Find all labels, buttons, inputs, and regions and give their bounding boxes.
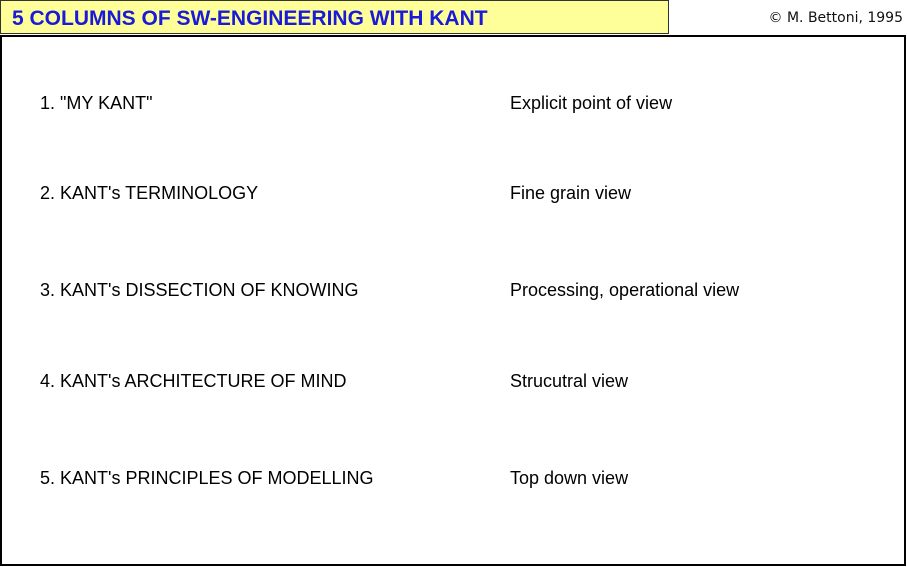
- item-view: Explicit point of view: [510, 93, 673, 113]
- item-view: Processing, operational view: [510, 280, 740, 300]
- item-view: Top down view: [510, 468, 629, 488]
- copyright-notice: © M. Bettoni, 1995: [768, 10, 903, 26]
- item-label: 3. KANT's DISSECTION OF KNOWING: [40, 280, 359, 300]
- item-view: Strucutral view: [510, 371, 629, 391]
- content-frame: [0, 35, 906, 566]
- item-label: 4. KANT's ARCHITECTURE OF MIND: [40, 371, 347, 391]
- item-view: Fine grain view: [510, 183, 632, 203]
- title-banner: [0, 0, 669, 34]
- page-title: 5 COLUMNS OF SW-ENGINEERING WITH KANT: [12, 7, 488, 30]
- item-label: 2. KANT's TERMINOLOGY: [40, 183, 259, 203]
- item-label: 1. "MY KANT": [40, 93, 153, 113]
- item-label: 5. KANT's PRINCIPLES OF MODELLING: [40, 468, 374, 488]
